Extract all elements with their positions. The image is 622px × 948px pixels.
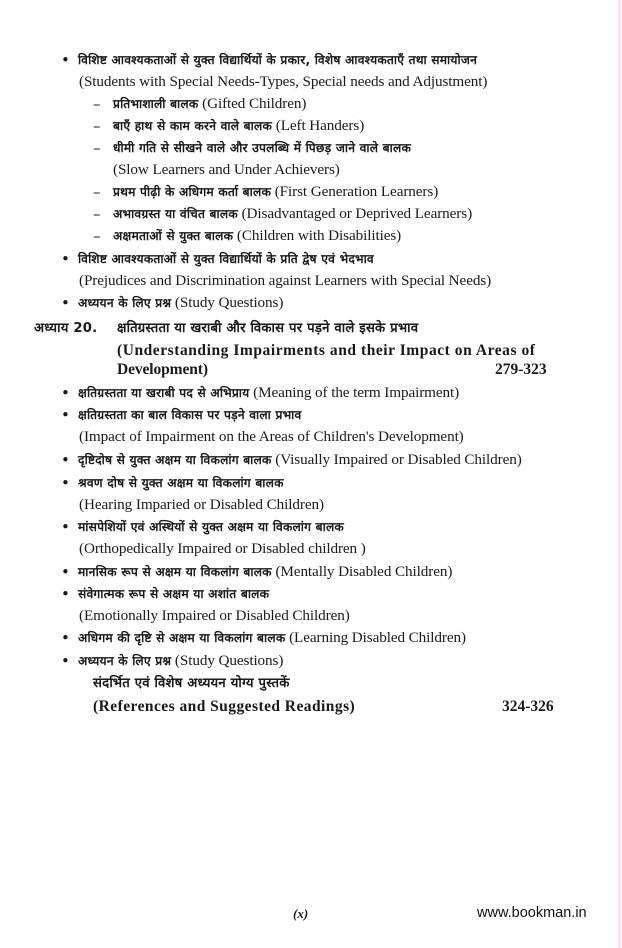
toc-entry-hindi: विशिष्ट आवश्यकताओं से युक्त विद्यार्थियों के प्रति द्वेष एवं भेदभाव <box>78 252 374 266</box>
bullet: • <box>61 51 70 69</box>
bullet: • <box>61 474 70 492</box>
toc-subentry: बाएँ हाथ से काम करने वाले बालक (Left Handers) <box>113 117 365 134</box>
chapter-title-hindi: क्षतिग्रस्तता या खराबी और विकास पर पड़ने वाले इसके प्रभाव <box>117 321 419 336</box>
toc-entry-english: (Prejudices and Discrimination against Learners with Special Needs) <box>79 272 492 289</box>
toc-subentry-hindi: धीमी गति से सीखने वाले और उपलब्धि में पिछड़ जाने वाले बालक <box>113 141 412 155</box>
page-folio: (x) <box>293 906 309 921</box>
toc-entry-hindi: क्षतिग्रस्तता का बाल विकास पर पड़ने वाला प्रभाव <box>78 408 302 422</box>
chapter-title-english: (Understanding Impairments and their Impact on Areas of <box>117 342 536 359</box>
toc-entry-english: (Hearing Imparied or Disabled Children) <box>79 496 324 513</box>
toc-subentry: अभावग्रस्त या वंचित बालक (Disadvantaged or Deprived Learners) <box>113 205 473 222</box>
chapter-title-english-cont: Development) <box>117 361 208 378</box>
references-title-english: (References and Suggested Readings) <box>93 698 356 715</box>
bullet: • <box>61 406 70 424</box>
chapter-page-range: 279-323 <box>495 361 547 378</box>
toc-subentry: प्रथम पीढ़ी के अधिगम कर्ता बालक (First Generation Learners) <box>113 183 439 200</box>
dash: – <box>93 139 101 157</box>
toc-entry-hindi: संवेगात्मक रूप से अक्षम या अशांत बालक <box>78 587 270 601</box>
references-title-hindi: संदर्भित एवं विशेष अध्ययन योग्य पुस्तकें <box>93 676 290 691</box>
toc-entry: अधिगम की दृष्टि से अक्षम या विकलांग बालक (Learning Disabled Children) <box>78 629 466 646</box>
toc-entry: मानसिक रूप से अक्षम या विकलांग बालक (Mentally Disabled Children) <box>78 563 453 580</box>
toc-entry-english: (Students with Special Needs-Types, Special needs and Adjustment) <box>79 73 488 90</box>
toc-entry: दृष्टिदोष से युक्त अक्षम या विकलांग बालक (Visually Impaired or Disabled Children) <box>78 451 522 468</box>
dash: – <box>93 95 101 113</box>
dash: – <box>93 205 101 223</box>
bullet: • <box>61 294 70 312</box>
bullet: • <box>61 451 70 469</box>
toc-entry: क्षतिग्रस्तता या खराबी पद से अभिप्राय (Meaning of the term Impairment) <box>78 384 460 401</box>
bullet: • <box>61 652 70 670</box>
chapter-number: अध्याय 20. <box>34 321 98 336</box>
toc-subentry: प्रतिभाशाली बालक (Gifted Children) <box>113 95 307 112</box>
toc-entry-hindi: मांसपेशियों एवं अस्थियों से युक्त अक्षम या विकलांग बालक <box>78 520 344 534</box>
toc-entry-hindi: श्रवण दोष से युक्त अक्षम या विकलांग बालक <box>78 476 284 490</box>
dash: – <box>93 183 101 201</box>
toc-entry-english: (Orthopedically Impaired or Disabled children ) <box>79 540 366 557</box>
bullet: • <box>61 250 70 268</box>
bullet: • <box>61 563 70 581</box>
references-page-range: 324-326 <box>502 698 554 715</box>
toc-entry: अध्ययन के लिए प्रश्न (Study Questions) <box>78 652 284 669</box>
bullet: • <box>61 518 70 536</box>
toc-entry-english: (Impact of Impairment on the Areas of Children's Development) <box>79 428 464 445</box>
toc-subentry: अक्षमताओं से युक्त बालक (Children with Disabilities) <box>113 227 402 244</box>
bullet: • <box>61 629 70 647</box>
bullet: • <box>61 384 70 402</box>
bullet: • <box>61 585 70 603</box>
toc-entry-english: (Emotionally Impaired or Disabled Children) <box>79 607 350 624</box>
toc-entry: अध्ययन के लिए प्रश्न (Study Questions) <box>78 294 284 311</box>
website-watermark: www.bookman.in <box>477 905 587 921</box>
dash: – <box>93 227 101 245</box>
toc-entry-hindi: विशिष्ट आवश्यकताओं से युक्त विद्यार्थियों के प्रकार, विशेष आवश्यकताएँ तथा समायोजन <box>78 53 478 67</box>
dash: – <box>93 117 101 135</box>
toc-subentry-english: (Slow Learners and Under Achievers) <box>113 161 340 178</box>
